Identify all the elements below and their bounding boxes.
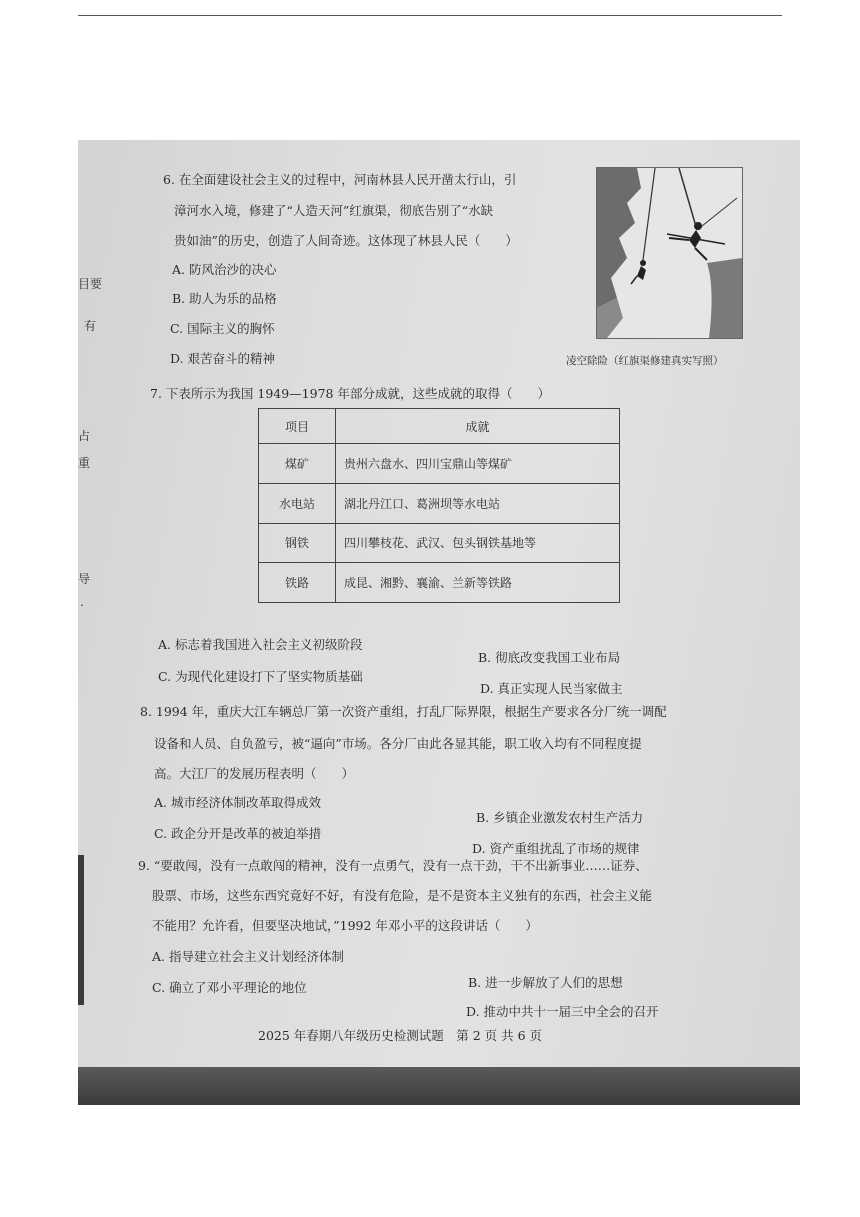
achievements-table <box>258 408 620 603</box>
q8-stem-line: 高。大江厂的发展历程表明（ ） <box>154 766 355 781</box>
q7-stem: 7. 下表所示为我国 1949—1978 年部分成就，这些成就的取得（ ） <box>150 386 550 401</box>
table-row <box>259 523 620 563</box>
table-cell: 四川攀枝花、武汉、包头钢铁基地等 <box>336 523 620 563</box>
q8-option-a: A. 城市经济体制改革取得成效 <box>154 795 321 810</box>
q8-stem-line: 设备和人员、自负盈亏，被“逼向”市场。各分厂由此各显其能，职工收入均有不同程度提 <box>154 736 642 751</box>
table-row <box>259 444 620 484</box>
q6-option-c: C. 国际主义的胸怀 <box>170 321 275 336</box>
red-flag-canal-photo <box>596 167 743 339</box>
q7-option-b: B. 彻底改变我国工业布局 <box>478 650 621 665</box>
q9-option-b: B. 进一步解放了人们的思想 <box>468 975 623 990</box>
top-rule <box>78 15 782 16</box>
table-cell: 水电站 <box>259 483 336 523</box>
left-edge-shadow <box>78 855 84 1005</box>
table-header-item: 项目 <box>259 409 336 444</box>
q9-option-c: C. 确立了邓小平理论的地位 <box>152 980 307 995</box>
left-edge-fragment: 占 <box>78 429 91 443</box>
left-edge-fragment: 导 <box>78 572 91 586</box>
q9-stem-line: 股票、市场，这些东西究竟好不好，有没有危险，是不是资本主义独有的东西，社会主义能 <box>152 888 653 903</box>
table-row <box>259 483 620 523</box>
q6-option-b: B. 助人为乐的品格 <box>172 291 277 306</box>
q9-option-d: D. 推动中共十一届三中全会的召开 <box>466 1004 659 1019</box>
q8-option-c: C. 政企分开是改革的被迫举措 <box>154 826 322 841</box>
left-edge-fragment: 有 <box>84 319 97 333</box>
q7-option-d: D. 真正实现人民当家做主 <box>480 681 623 696</box>
table-row <box>259 563 620 603</box>
q9-stem-line: 不能用？允许看，但要坚决地试，”1992 年邓小平的这段讲话（ ） <box>152 918 538 933</box>
left-edge-fragment: 目要 <box>78 277 103 291</box>
table-cell: 成昆、湘黔、襄渝、兰新等铁路 <box>336 563 620 603</box>
table-header-achievement: 成就 <box>336 409 620 444</box>
q9-option-a: A. 指导建立社会主义计划经济体制 <box>152 949 344 964</box>
table-cell: 铁路 <box>259 563 336 603</box>
left-edge-fragment: 重 <box>78 456 91 470</box>
q8-stem-line: 8. 1994 年，重庆大江车辆总厂第一次资产重组，打乱厂际界限，根据生产要求各分厂统一调配 <box>140 704 667 719</box>
q9-stem-line: 9. “要敢闯，没有一点敢闯的精神，没有一点勇气，没有一点干劲，干不出新事业……证券、 <box>138 858 648 873</box>
table-cell: 煤矿 <box>259 444 336 484</box>
table-header-row <box>259 409 620 444</box>
photo-caption: 凌空除险（红旗渠修建真实写照） <box>566 355 724 367</box>
q8-option-b: B. 乡镇企业激发农村生产活力 <box>476 810 644 825</box>
q7-option-c: C. 为现代化建设打下了坚实物质基础 <box>158 669 363 684</box>
q6-stem-line: 贵如油”的历史，创造了人间奇迹。这体现了林县人民（ ） <box>174 233 518 248</box>
q6-option-d: D. 艰苦奋斗的精神 <box>170 351 276 366</box>
table-cell: 钢铁 <box>259 523 336 563</box>
q7-option-a: A. 标志着我国进入社会主义初级阶段 <box>158 637 363 652</box>
table-cell: 贵州六盘水、四川宝鼎山等煤矿 <box>336 444 620 484</box>
left-edge-fragment: . <box>80 595 84 609</box>
q6-option-a: A. 防风治沙的决心 <box>172 262 277 277</box>
bottom-shadow <box>78 1067 800 1105</box>
photographed-exam-page <box>78 140 800 1105</box>
q6-stem-line: 漳河水入境，修建了“人造天河”红旗渠，彻底告别了“水缺 <box>174 203 494 218</box>
page-footer: 2025 年春期八年级历史检测试题 第 2 页 共 6 页 <box>258 1028 543 1043</box>
q8-option-d: D. 资产重组扰乱了市场的规律 <box>472 841 640 856</box>
table-cell: 湖北丹江口、葛洲坝等水电站 <box>336 483 620 523</box>
q6-stem-line: 6. 在全面建设社会主义的过程中，河南林县人民开凿太行山，引 <box>163 172 517 187</box>
